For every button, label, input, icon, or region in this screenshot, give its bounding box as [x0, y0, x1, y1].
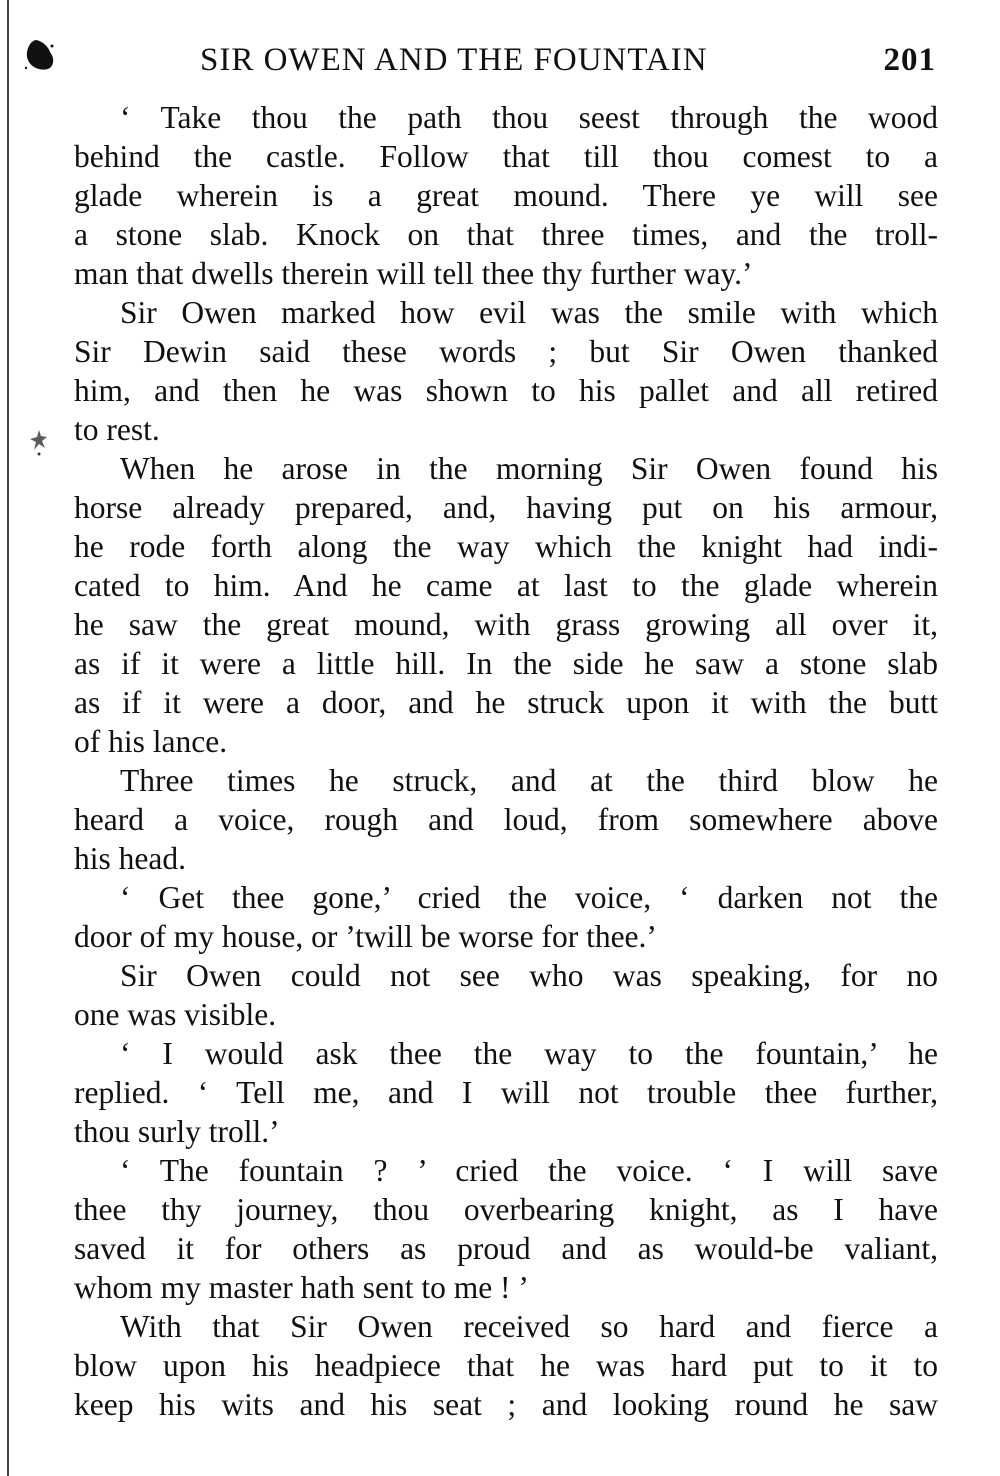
text-line: thou surly troll.’ — [74, 1114, 280, 1149]
text-line: replied. ‘ Tell me, and I will not trouble thee further, — [74, 1075, 938, 1110]
chapter-title: SIR OWEN AND THE FOUNTAIN — [200, 42, 708, 78]
text-line: glade wherein is a great mound. There ye will see — [74, 178, 938, 213]
text-line: ‘ Get thee gone,’ cried the voice, ‘ darken not the — [120, 880, 938, 915]
text-line: saved it for others as proud and as would-be valiant, — [74, 1231, 938, 1266]
text-line: Sir Dewin said these words ; but Sir Owen thanked — [74, 334, 938, 369]
text-line: to rest. — [74, 412, 160, 447]
text-line: Sir Owen marked how evil was the smile with which — [120, 295, 938, 330]
text-line: With that Sir Owen received so hard and fierce a — [120, 1309, 938, 1344]
text-line: as if it were a little hill. In the side he saw a stone slab — [74, 646, 938, 681]
text-line: When he arose in the morning Sir Owen found his — [120, 451, 938, 486]
running-header — [200, 42, 940, 82]
text-line: Sir Owen could not see who was speaking, for no — [120, 958, 938, 993]
text-line: door of my house, or ’twill be worse for thee.’ — [74, 919, 657, 954]
body-text — [74, 98, 938, 1424]
text-line: behind the castle. Follow that till thou comest to a — [74, 139, 938, 174]
print-speck-icon — [28, 428, 50, 458]
text-line: one was visible. — [74, 997, 277, 1032]
text-line: his head. — [74, 841, 186, 876]
text-line: man that dwells therein will tell thee thy further way.’ — [74, 256, 753, 291]
text-line: horse already prepared, and, having put on his armour, — [74, 490, 938, 525]
text-line: as if it were a door, and he struck upon it with the butt — [74, 685, 938, 720]
text-line: Three times he struck, and at the third blow he — [120, 763, 938, 798]
text-line: he rode forth along the way which the knight had indi- — [74, 529, 938, 564]
text-line: blow upon his headpiece that he was hard put to it to — [74, 1348, 938, 1383]
text-line: keep his wits and his seat ; and looking round he saw — [74, 1387, 938, 1422]
text-line: heard a voice, rough and loud, from somewhere above — [74, 802, 938, 837]
page-edge-line — [7, 0, 9, 1476]
text-line: ‘ Take thou the path thou seest through the wood — [120, 100, 938, 135]
text-line: of his lance. — [74, 724, 228, 759]
text-line: a stone slab. Knock on that three times, and the troll- — [74, 217, 938, 252]
text-line: he saw the great mound, with grass growing all over it, — [74, 607, 938, 642]
text-line: thee thy journey, thou overbearing knight, as I have — [74, 1192, 938, 1227]
text-line: cated to him. And he came at last to the glade wherein — [74, 568, 938, 603]
text-line: whom my master hath sent to me ! ’ — [74, 1270, 529, 1305]
text-line: him, and then he was shown to his pallet and all retired — [74, 373, 938, 408]
ink-blot-icon — [22, 38, 56, 72]
text-line: ‘ I would ask thee the way to the fountain,’ he — [120, 1036, 938, 1071]
text-line: ‘ The fountain ? ’ cried the voice. ‘ I will save — [120, 1153, 938, 1188]
page-number: 201 — [883, 42, 936, 78]
